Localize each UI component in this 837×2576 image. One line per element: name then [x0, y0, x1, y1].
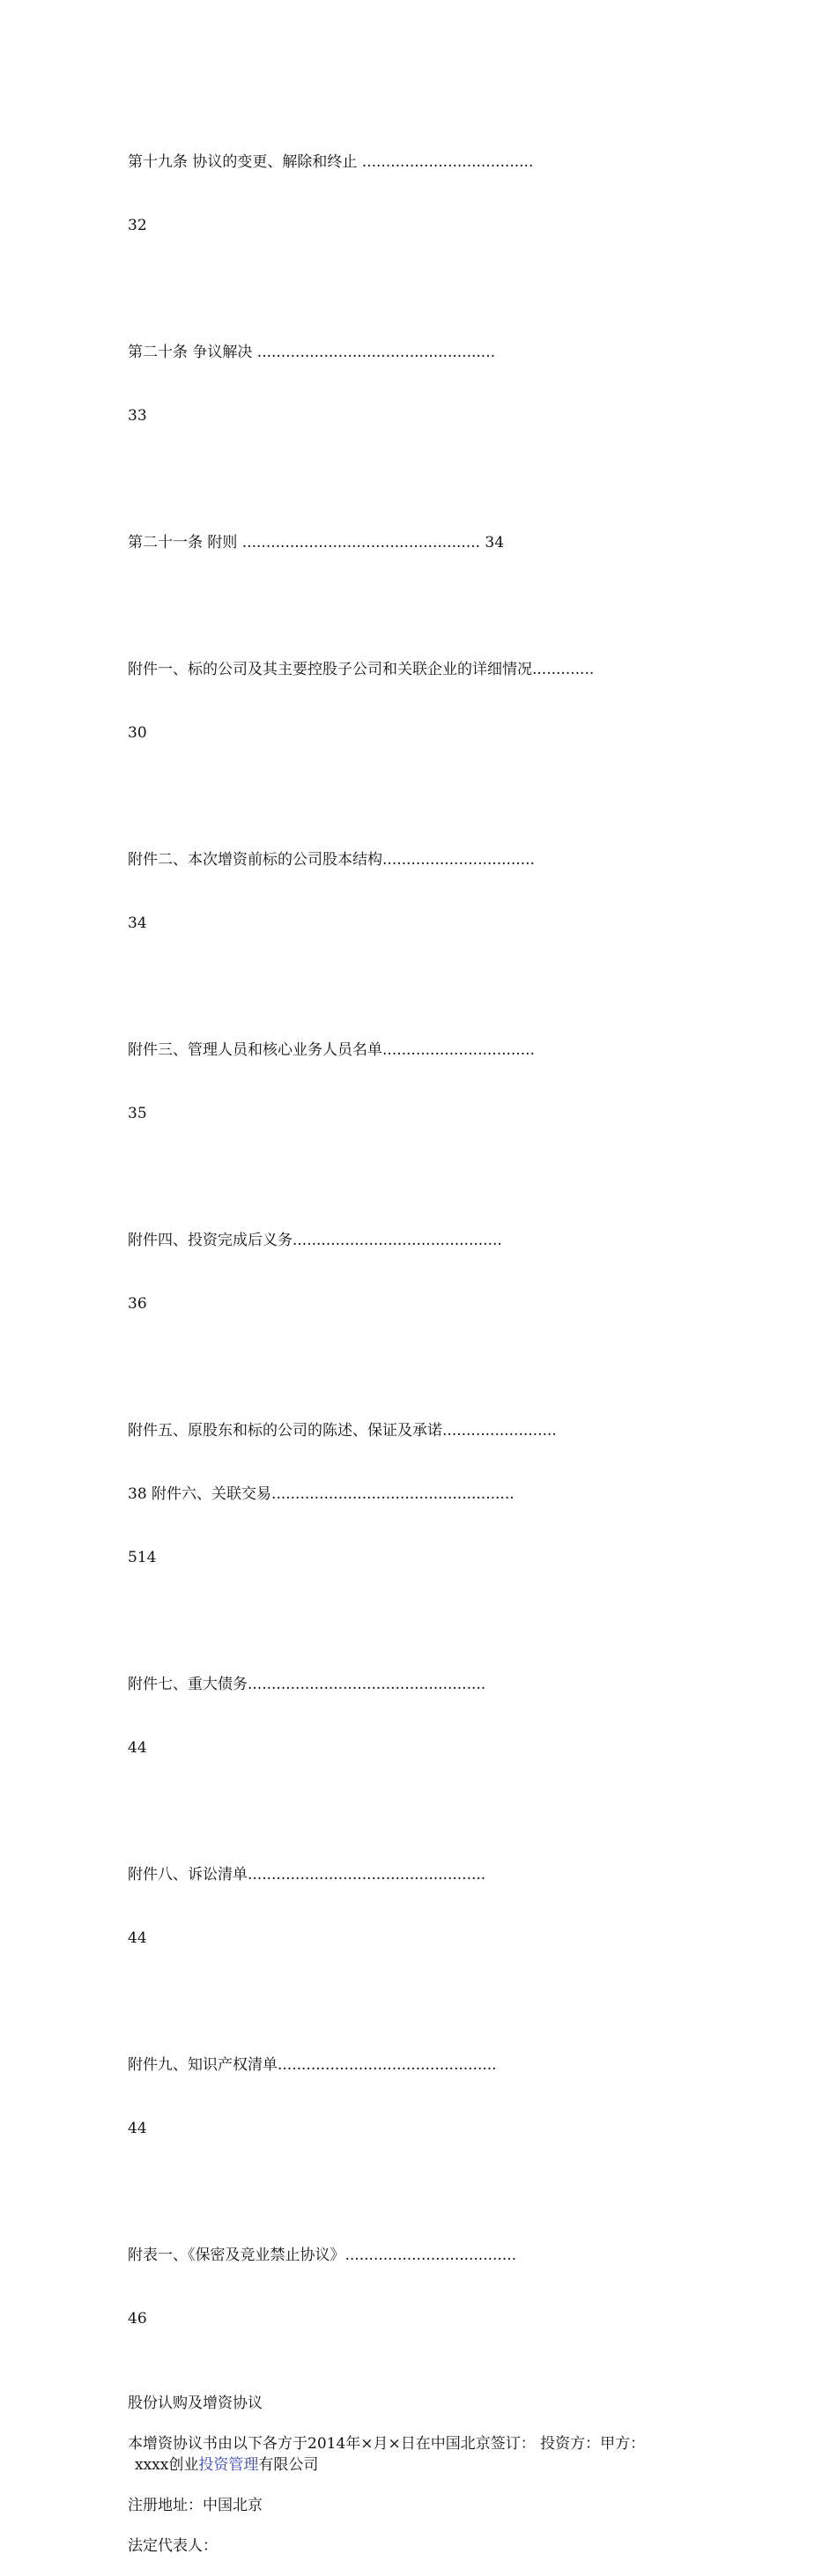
agreement-heading: 股份认购及增资协议: [128, 2395, 263, 2412]
investor-name-suffix: 有限公司: [258, 2456, 319, 2474]
toc-entry-page: 38 附件六、关联交易...................................................: [128, 1485, 515, 1503]
toc-entry-title: 附件八、诉讼清单..................................................: [128, 1866, 486, 1884]
toc-entry-page: 33: [128, 407, 147, 425]
toc-entry-title: 附件二、本次增资前标的公司股本结构................................: [128, 851, 535, 869]
toc-entry-20[interactable]: [128, 300, 714, 469]
intro-paragraph: [128, 2433, 714, 2476]
toc-entry-page: 44: [128, 1739, 147, 1757]
registered-address: 注册地址：中国北京: [128, 2497, 263, 2514]
toc-entry-page: 44: [128, 1929, 147, 1947]
toc-entry-page: 514: [128, 1549, 157, 1566]
toc-entry-title: 附件九、知识产权清单..............................................: [128, 2056, 497, 2074]
toc-entry-page: 30: [128, 724, 147, 742]
toc-appendix-4[interactable]: [128, 1188, 714, 1357]
toc-entry-title: 附件三、管理人员和核心业务人员名单................................: [128, 1041, 535, 1059]
toc-schedule-1[interactable]: [128, 2202, 714, 2372]
toc-entry-page: 32: [128, 217, 147, 234]
toc-entry-title: 第二十条 争议解决 ..................................................: [128, 344, 495, 361]
toc-entry-title: 第二十一条 附则 .................................................. 34: [128, 534, 505, 551]
toc-entry-title: 附件四、投资完成后义务............................................: [128, 1232, 502, 1249]
toc-entry-21[interactable]: [128, 490, 714, 596]
toc-appendix-3[interactable]: [128, 997, 714, 1166]
toc-appendix-8[interactable]: [128, 1822, 714, 1991]
toc-entry-title: 附件一、标的公司及其主要控股子公司和关联企业的详细情况.............: [128, 661, 595, 678]
toc-appendix-2[interactable]: [128, 807, 714, 976]
document-page: [128, 109, 714, 2576]
investor-name-prefix: xxxx创业: [135, 2456, 199, 2474]
intro-text: 本增资协议书由以下各方于2014年×月×日在中国北京签订： 投资方：甲方：: [128, 2435, 646, 2453]
toc-entry-page: 34: [128, 914, 147, 932]
investment-management-link[interactable]: 投资管理: [198, 2456, 259, 2474]
toc-entry-page: 36: [128, 1295, 147, 1313]
toc-entry-title: 附表一、《保密及竞业禁止协议》....................................: [128, 2247, 517, 2264]
toc-entry-page: 46: [128, 2310, 147, 2328]
toc-appendix-1[interactable]: [128, 617, 714, 786]
legal-representative: 法定代表人：: [128, 2537, 218, 2555]
toc-entry-title: 附件五、原股东和标的公司的陈述、保证及承诺........................: [128, 1422, 557, 1440]
toc-appendix-5-6[interactable]: [128, 1378, 714, 1610]
toc-entry-19[interactable]: [128, 109, 714, 278]
toc-entry-title: 第十九条 协议的变更、解除和终止 ....................................: [128, 153, 534, 171]
toc-entry-title: 附件七、重大债务..................................................: [128, 1676, 486, 1693]
toc-entry-page: 44: [128, 2120, 147, 2137]
toc-entry-page: 35: [128, 1105, 147, 1122]
toc-appendix-9[interactable]: [128, 2012, 714, 2181]
toc-appendix-7[interactable]: [128, 1632, 714, 1801]
